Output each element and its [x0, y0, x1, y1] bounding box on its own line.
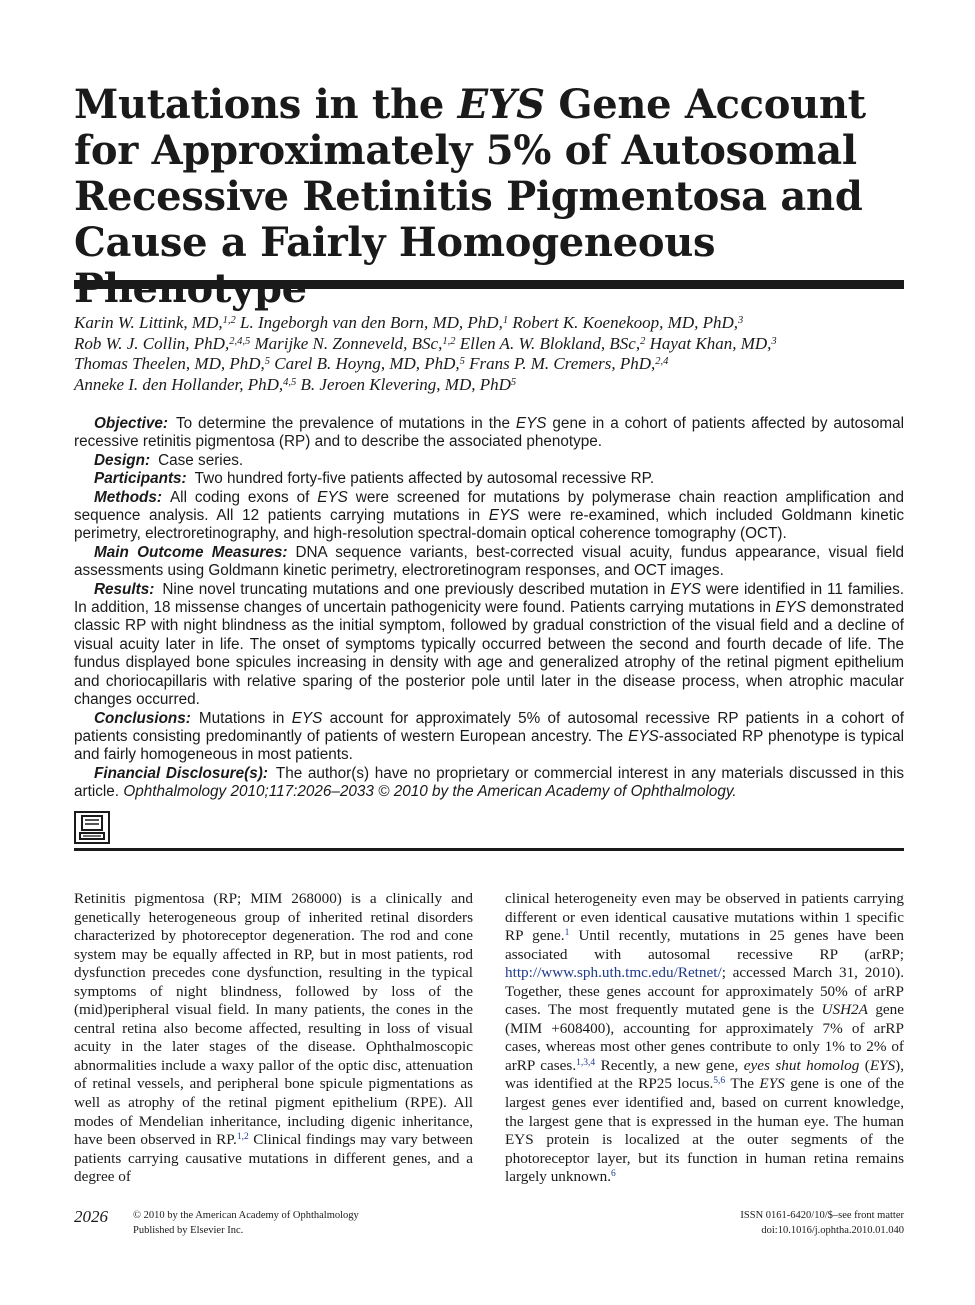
gene-name: EYS: [628, 727, 659, 745]
body-paragraph: [505, 890, 904, 1187]
section-label: Objective:: [94, 415, 168, 432]
footer-copyright: [133, 1208, 359, 1238]
affiliation-marker: 1,2: [442, 335, 456, 347]
reference-marker[interactable]: 6: [611, 1169, 616, 1180]
author-name: Karin W. Littink, MD,: [74, 313, 223, 332]
body-text: gene is one of the largest genes ever identified and, based on current knowledge, the largest gene that is expressed in the human eye. The human EYS protein is localized at the outer segments of the photoreceptor layer, but its function in human retina remains largely unknown.: [505, 1075, 905, 1186]
author-name: Ellen A. W. Blokland, BSc,: [455, 333, 641, 353]
body-text: gene (MIM +608400), accounting for approximately 7% of arRP cases, whereas most other genes contribute to only 1% to 2% of arRP cases.: [505, 1001, 904, 1074]
abstract-text: -associated RP phenotype is typical and fairly homogeneous in most patients.: [74, 727, 905, 764]
section-label: Design:: [94, 451, 151, 469]
gene-name: EYS: [869, 1056, 896, 1074]
abstract-conclusions: [74, 710, 904, 765]
body-text: Clinical findings may vary between patients carrying causative mutations in different genes, and a degree of: [74, 1131, 473, 1186]
author-name: Frans P. M. Cremers, PhD,: [464, 354, 656, 373]
author-name: Carel B. Hoyng, MD, PhD,: [270, 354, 460, 373]
abstract-design: [74, 452, 904, 470]
abstract-text: gene in a cohort of patients affected by autosomal recessive retinitis pigmentosa (RP) and to describe the associated phenotype.: [74, 415, 904, 451]
gene-name: USH2A: [821, 1001, 868, 1019]
author-name: Rob W. J. Collin, PhD,: [74, 333, 230, 353]
affiliation-marker: 1,2: [222, 315, 236, 326]
publisher-text: Published by Elsevier Inc.: [133, 1225, 244, 1236]
title-gene-name: EYS: [457, 81, 545, 128]
gene-name: EYS: [670, 580, 701, 598]
gene-name: EYS: [759, 1075, 785, 1093]
abstract-text: All coding exons of: [169, 488, 318, 506]
author-name: L. Ingeborgh van den Born, MD, PhD,: [235, 313, 503, 332]
abstract-text: were re-examined, which included Goldmann kinetic perimetry, electroretinography, and high-resolution spectral-domain optical coherence tomography (OCT).: [74, 507, 904, 543]
issn-text: ISSN 0161-6420/10/$–see front matter: [740, 1210, 904, 1221]
affiliation-marker: 5: [510, 376, 517, 388]
abstract-text: Mutations in: [198, 709, 292, 727]
abstract-text: Two hundred forty-five patients affected by autosomal recessive RP.: [194, 470, 655, 488]
footer-identifiers: [740, 1208, 904, 1238]
section-label: Main Outcome Measures:: [94, 543, 288, 561]
copyright-text: © 2010 by the American Academy of Ophthalmology: [133, 1210, 359, 1221]
abstract-text: The author(s) have no proprietary or commercial interest in any materials discussed in this article.: [74, 764, 904, 801]
gene-name: eyes shut homolog: [743, 1056, 860, 1074]
abstract: [74, 415, 904, 802]
online-content-icon[interactable]: [74, 811, 110, 844]
abstract-text: demonstrated classic RP with night blindness as the initial symptom, followed by gradual constriction of the visual field and a decline of visual acuity later in life. The onset of symptoms typically occurred between the second and fourth decade of life. The fundus displayed bone spicules increasing in density with age and generalized atrophy of the retinal pigment epithelium and choriocapillaris with relative sparing of the posterior pole until later in the disease process, when atrophic macular changes occurred.: [74, 599, 904, 709]
body-text: ), was identified at the RP25 locus.: [505, 1056, 905, 1093]
abstract-outcome-measures: [74, 544, 904, 581]
abstract-results: [74, 581, 904, 710]
affiliation-marker: 3: [771, 335, 777, 347]
gene-name: EYS: [291, 709, 323, 727]
abstract-text: Case series.: [158, 451, 244, 469]
affiliation-marker: 2,4: [655, 356, 669, 367]
author-name: Marijke N. Zonneveld, BSc,: [250, 333, 443, 353]
abstract-text: account for approximately 5% of autosomal recessive RP patients in a cohort of patients consisting predominantly of patients of western European ancestry. The: [74, 709, 904, 745]
section-label: Financial Disclosure(s):: [94, 764, 268, 782]
affiliation-marker: 1: [502, 315, 509, 326]
reference-marker[interactable]: 1,3,4: [576, 1057, 596, 1068]
abstract-text: Nine novel truncating mutations and one previously described mutation in: [162, 580, 671, 598]
affiliation-marker: 2,4,5: [229, 335, 251, 347]
body-text: ; accessed March 31, 2010). Together, these genes account for approximately 50% of arRP cases. The most frequently mutated gene is the: [505, 964, 904, 1019]
journal-citation: Ophthalmology 2010;117:2026–2033 © 2010 by the American Academy of Ophthalmology.: [123, 783, 737, 801]
retnet-link[interactable]: http://www.sph.uth.tmc.edu/Retnet/: [505, 964, 722, 982]
author-line: [74, 313, 934, 334]
affiliation-marker: 5: [459, 356, 465, 367]
body-text: Retinitis pigmentosa (RP; MIM 268000) is a clinically and genetically heterogeneous group of inherited retinal disorders characterized by photoreceptor degeneration. The rod and cone system may be equally affected in RP, but in most patients, rod dysfunction precedes cone dysfunction, resulting in the typical symptoms of night blindness, followed by loss of the (mid)peripheral visual field. In many patients, the cones in the central retina also become affected, resulting in loss of visual acuity in the later stages of the disease. Ophthalmoscopic abnormalities include a waxy pallor of the optic disc, attenuation of retinal vessels, and peripheral bone spicule pigmentations as well as atrophy of the retinal pigment epithelium (RPE). All modes of Mendelian inheritance, including digenic inheritance, have been observed in RP.: [74, 890, 473, 1149]
gene-name: EYS: [488, 507, 520, 525]
author-name: Hayat Khan, MD,: [645, 333, 772, 353]
page-number: 2026: [74, 1207, 108, 1226]
author-line: [74, 354, 934, 375]
affiliation-marker: 4,5: [283, 376, 297, 388]
body-column-right: [505, 890, 904, 1187]
author-name: Thomas Theelen, MD, PhD,: [74, 354, 265, 373]
abstract-methods: [74, 489, 904, 544]
abstract-text: were screened for mutations by polymerase chain reaction amplification and sequence analysis. All 12 patients carrying mutations in: [74, 488, 904, 525]
author-line: [74, 375, 934, 396]
body-text: Recently, a new gene,: [595, 1056, 744, 1074]
body-text: clinical heterogeneity even may be observed in patients carrying different or even identical causative mutations within 1 specific RP gene.: [505, 890, 904, 945]
reference-marker[interactable]: 1: [564, 928, 570, 939]
abstract-divider: [74, 848, 904, 851]
doi-link[interactable]: doi:10.1016/j.ophtha.2010.01.040: [761, 1225, 904, 1236]
abstract-financial-disclosure: [74, 765, 904, 802]
abstract-text: were identified in 11 families. In addition, 18 missense changes of uncertain pathogenicity were found. Patients carrying mutations in: [74, 580, 904, 617]
abstract-text: To determine the prevalence of mutations in the: [175, 415, 516, 432]
gene-name: EYS: [317, 488, 348, 506]
body-text: The: [725, 1075, 760, 1093]
body-column-left: [74, 890, 473, 1187]
author-list: [74, 313, 934, 395]
section-label: Participants:: [94, 470, 187, 488]
abstract-text: DNA sequence variants, best-corrected visual acuity, fundus appearance, visual field assessments using Goldmann kinetic perimetry, electroretinogram responses, and OCT images.: [74, 543, 905, 580]
affiliation-marker: 5: [264, 356, 271, 367]
author-line: [74, 334, 934, 355]
gene-name: EYS: [515, 415, 547, 432]
section-label: Conclusions:: [94, 709, 191, 727]
abstract-objective: [74, 415, 904, 452]
body-text: Until recently, mutations in 25 genes have been associated with autosomal recessive RP (arRP;: [505, 927, 904, 963]
gene-name: EYS: [775, 599, 807, 617]
section-label: Results:: [94, 580, 155, 598]
reference-marker[interactable]: 1,2: [236, 1132, 249, 1143]
body-text: (: [859, 1056, 870, 1074]
author-name: Robert K. Koenekoop, MD, PhD,: [508, 313, 739, 332]
title-text: Gene Account for Approximately 5% of Autosomal Recessive Retinitis Pigmentosa and Cause a Fairly Homogeneous: [74, 81, 866, 266]
author-name: B. Jeroen Klevering, MD, PhD: [296, 374, 511, 394]
abstract-participants: [74, 470, 904, 488]
title-text: Mutations in the: [74, 81, 458, 128]
author-name: Anneke I. den Hollander, PhD,: [74, 374, 284, 394]
reference-marker[interactable]: 5,6: [713, 1076, 726, 1087]
body-paragraph: [74, 890, 473, 1187]
section-label: Methods:: [94, 488, 162, 506]
title-divider: [74, 280, 904, 289]
affiliation-marker: 2: [640, 335, 646, 347]
affiliation-marker: 3: [738, 315, 744, 326]
article-title: [74, 82, 934, 312]
